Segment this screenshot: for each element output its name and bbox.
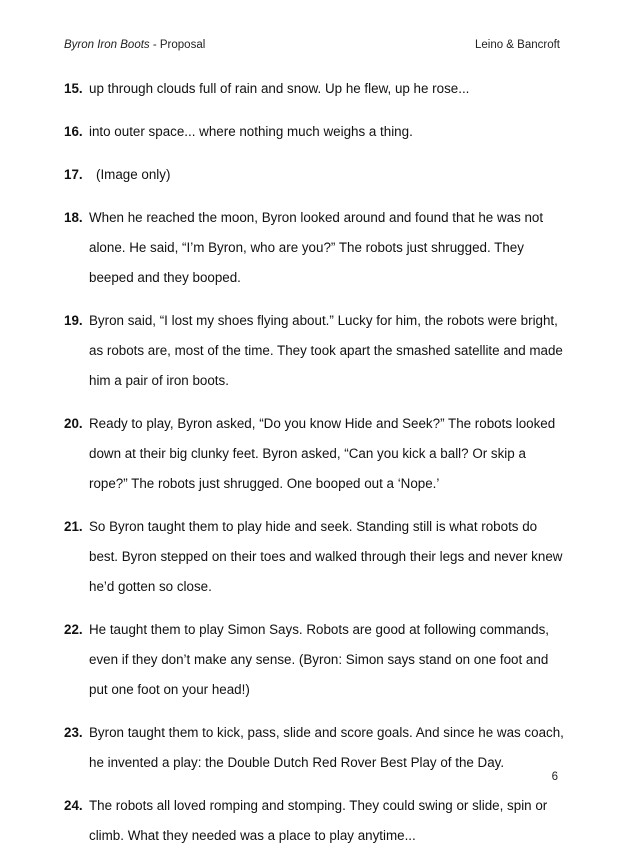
- list-item: [64, 718, 564, 778]
- item-number: 19.: [64, 313, 83, 328]
- item-text: So Byron taught them to play hide and seek. Standing still is what robots do best. Byron stepped on their toes and walked through their legs and never knew he’d gotten so close.: [89, 519, 563, 594]
- item-text: Byron said, “I lost my shoes flying about.” Lucky for him, the robots were bright, as robots are, most of the time. They took apart the smashed satellite and made him a pair of iron boots.: [89, 313, 563, 388]
- list-item: [64, 117, 564, 147]
- item-number: 18.: [64, 210, 83, 225]
- list-item: [64, 615, 564, 705]
- item-text: Ready to play, Byron asked, “Do you know Hide and Seek?” The robots looked down at their big clunky feet. Byron asked, “Can you kick a ball? Or skip a rope?” The robots just shrugged. One booped out a ‘Nope.’: [89, 416, 556, 491]
- item-number: 17.: [64, 167, 83, 182]
- item-number: 15.: [64, 81, 83, 96]
- document-title-italic: Byron Iron Boots: [64, 39, 150, 51]
- list-item: [64, 160, 564, 190]
- item-text: The robots all loved romping and stomping. They could swing or slide, spin or climb. What they needed was a place to play anytime...: [89, 798, 548, 843]
- document-title: [64, 39, 205, 51]
- item-number: 16.: [64, 124, 83, 139]
- list-item: [64, 203, 564, 293]
- list-item: [64, 306, 564, 396]
- list-item: [64, 791, 564, 851]
- item-text: When he reached the moon, Byron looked around and found that he was not alone. He said, “I’m Byron, who are you?” The robots just shrugged. They beeped and they booped.: [89, 210, 544, 285]
- item-text: into outer space... where nothing much weighs a thing.: [89, 124, 413, 139]
- list-item: [64, 512, 564, 602]
- item-number: 24.: [64, 798, 83, 813]
- item-text: (Image only): [96, 167, 171, 182]
- item-number: 21.: [64, 519, 83, 534]
- item-number: 22.: [64, 622, 83, 637]
- list-item: [64, 409, 564, 499]
- item-text: Byron taught them to kick, pass, slide and score goals. And since he was coach, he invented a play: the Double Dutch Red Rover Best Play of the Day.: [89, 725, 564, 770]
- item-number: 23.: [64, 725, 83, 740]
- list-item: [64, 74, 564, 104]
- item-text: up through clouds full of rain and snow. Up he flew, up he rose...: [89, 81, 470, 96]
- document-authors: Leino & Bancroft: [474, 39, 560, 51]
- item-number: 20.: [64, 416, 83, 431]
- page-number: 6: [551, 771, 558, 783]
- numbered-list: [64, 74, 564, 864]
- document-title-suffix: - Proposal: [149, 39, 206, 51]
- item-text: He taught them to play Simon Says. Robots are good at following commands, even if they don’t make any sense. (Byron: Simon says stand on one foot and put one foot on your head!): [89, 622, 549, 697]
